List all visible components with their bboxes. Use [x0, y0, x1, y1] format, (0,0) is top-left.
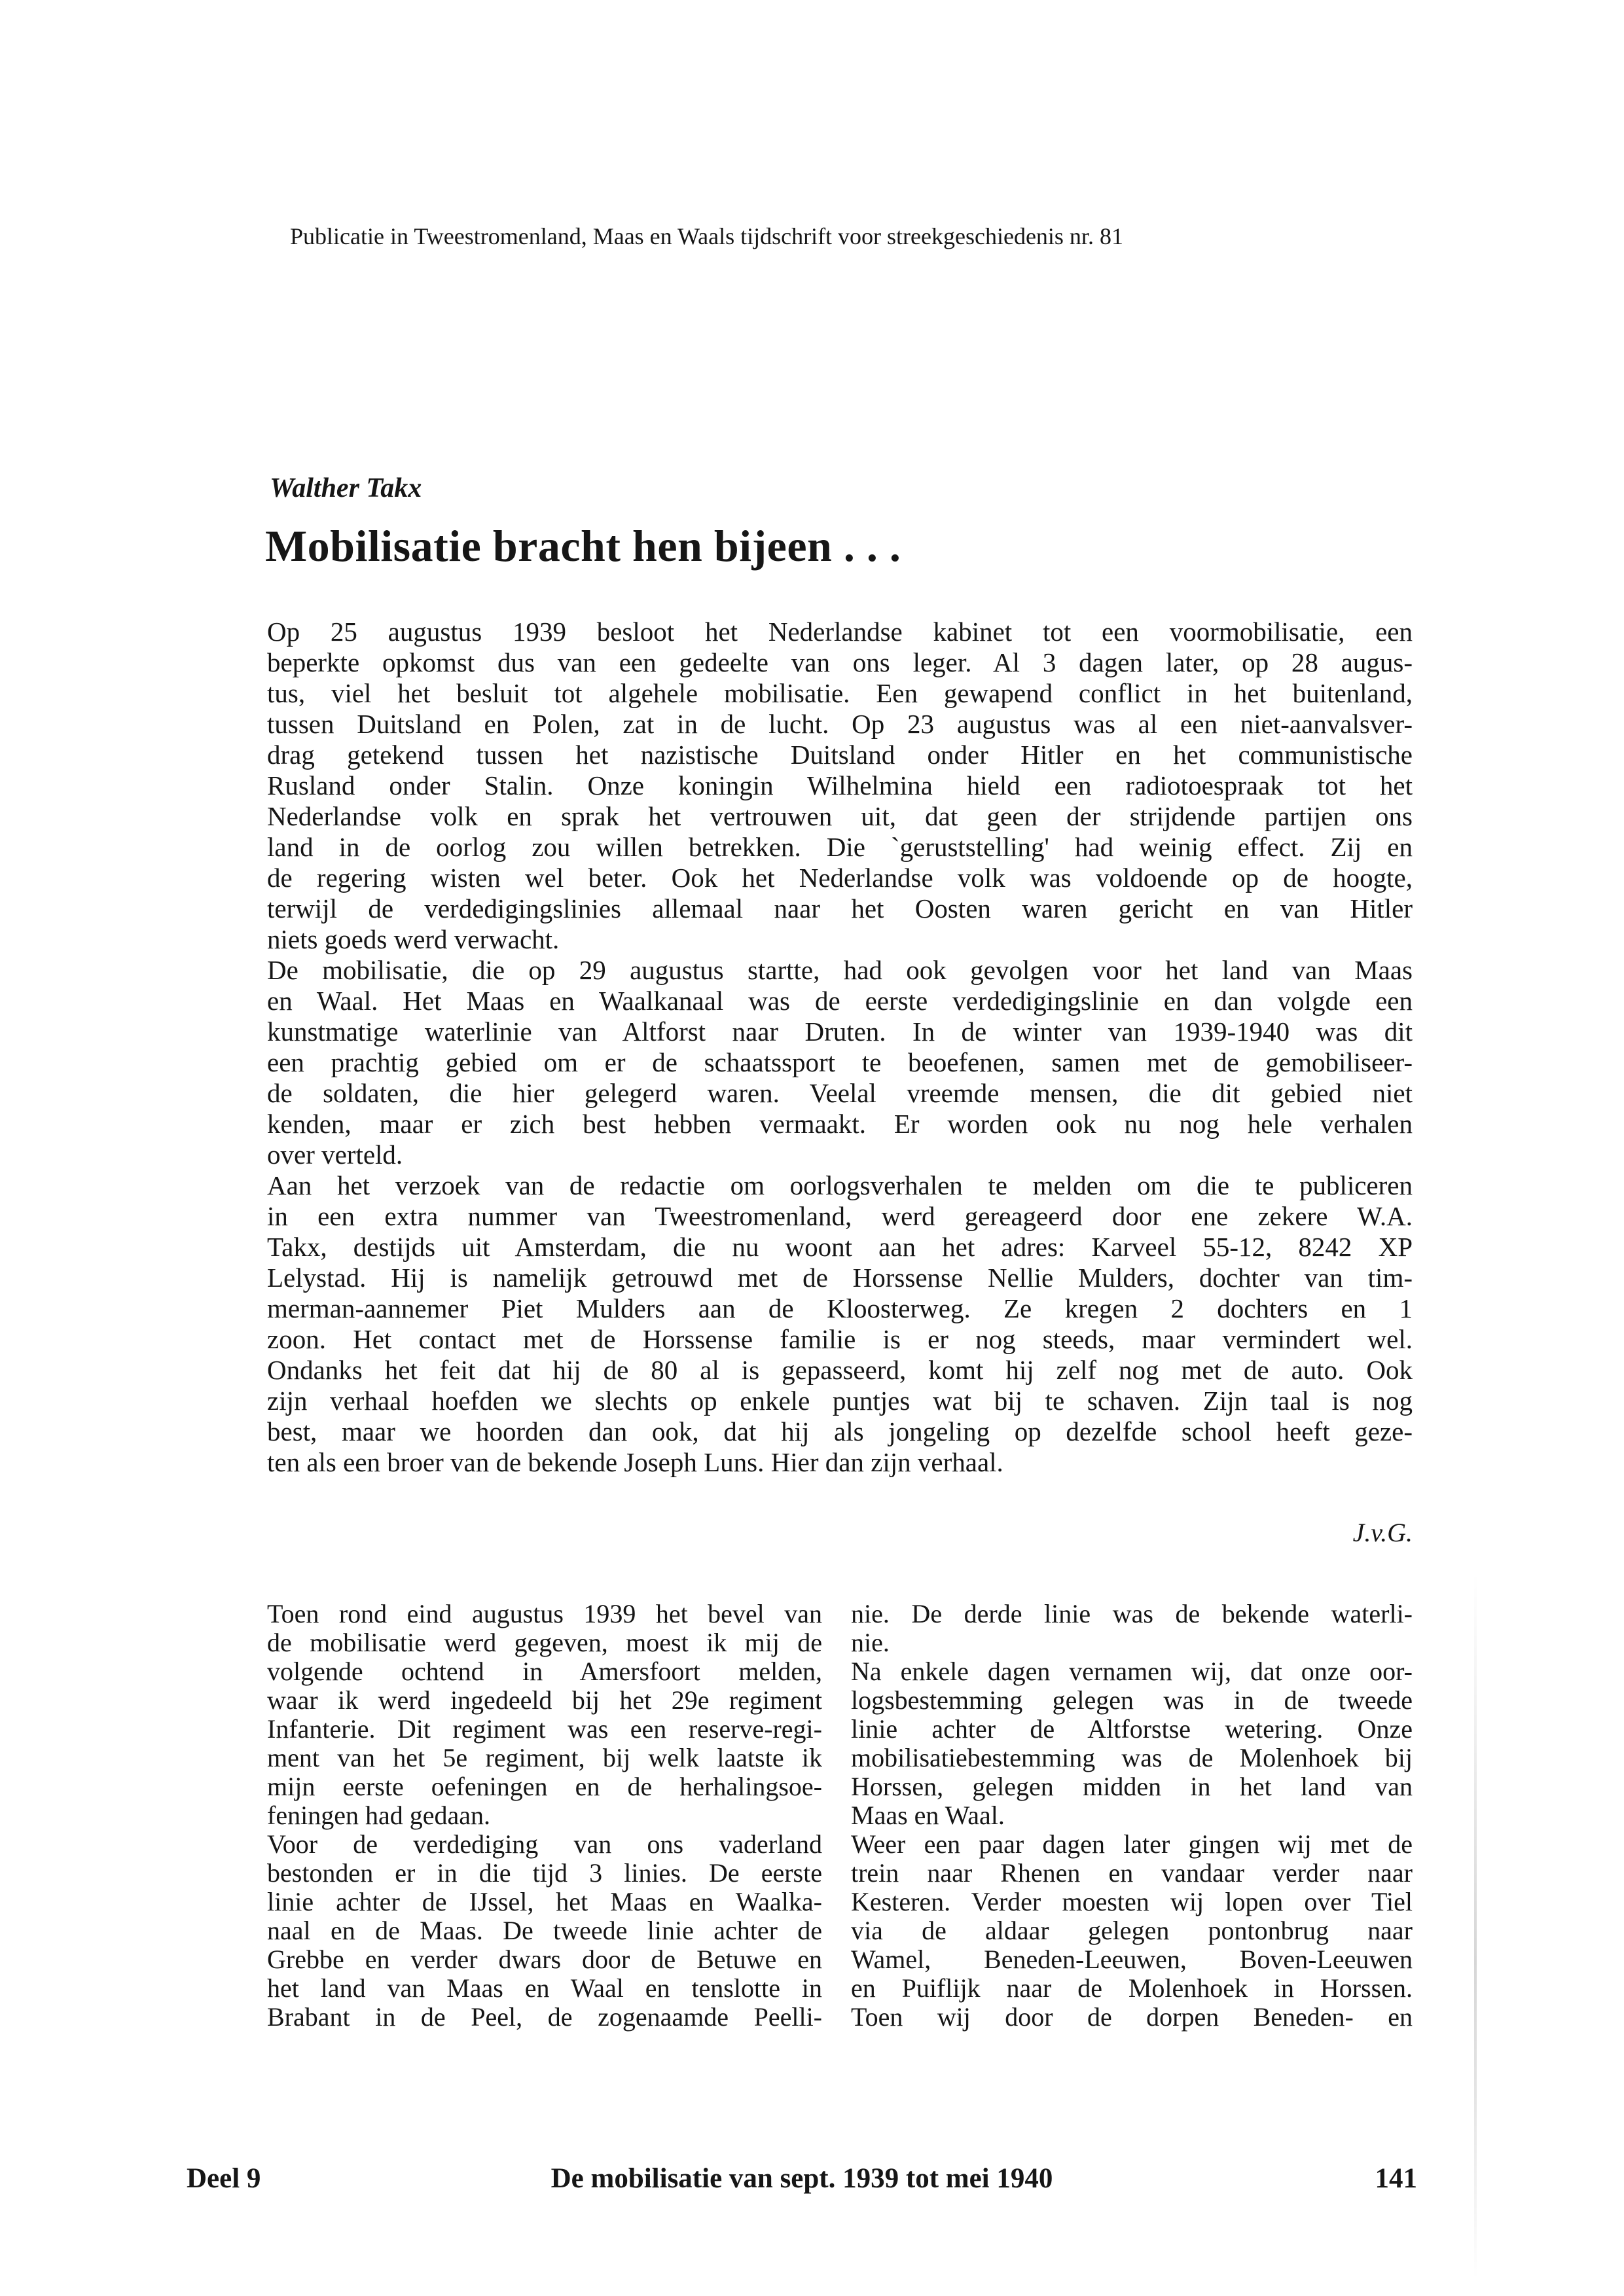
- paragraph: [851, 1600, 1413, 1657]
- text-line: zoon. Het contact met de Horssense familie is er nog steeds, maar vermindert wel.: [267, 1324, 1413, 1354]
- footer-chapter-title: De mobilisatie van sept. 1939 tot mei 1940: [550, 2163, 1053, 2194]
- column-right: [851, 1600, 1413, 2032]
- text-line: linie achter de IJssel, het Maas en Waalka-: [267, 1887, 822, 1916]
- text-line: Rusland onder Stalin. Onze koningin Wilhelmina hield een radiotoespraak tot het: [267, 770, 1413, 800]
- text-line: trein naar Rhenen en vandaar verder naar: [851, 1858, 1413, 1888]
- scan-artifact-line: [1474, 1572, 1477, 2279]
- text-line: land in de oorlog zou willen betrekken. Die `geruststelling' had weinig effect. Zij en: [267, 832, 1413, 862]
- text-line: feningen had gedaan.: [267, 1801, 490, 1830]
- text-line: zijn verhaal hoefden we slechts op enkele puntjes wat bij te schaven. Zijn taal is nog: [267, 1386, 1413, 1416]
- text-line: niets goeds werd verwacht.: [267, 924, 560, 954]
- text-line: Takx, destijds uit Amsterdam, die nu woont aan het adres: Karveel 55-12, 8242 XP: [267, 1232, 1413, 1262]
- text-line: Toen wij door de dorpen Beneden- en: [851, 2002, 1413, 2032]
- footer-page-number: 141: [1375, 2163, 1417, 2194]
- column-left: [267, 1600, 822, 2032]
- text-line: Toen rond eind augustus 1939 het bevel van: [267, 1599, 822, 1628]
- text-line: de mobilisatie werd gegeven, moest ik mij de: [267, 1628, 822, 1657]
- paragraph: [851, 1657, 1413, 1830]
- text-line: Lelystad. Hij is namelijk getrouwd met de Horssense Nellie Mulders, dochter van tim-: [267, 1263, 1413, 1293]
- text-line: Voor de verdediging van ons vaderland: [267, 1829, 822, 1859]
- text-line: een prachtig gebied om er de schaatssport te beoefenen, samen met de gemobiliseer-: [267, 1047, 1413, 1077]
- text-line: beperkte opkomst dus van een gedeelte van ons leger. Al 3 dagen later, op 28 augus-: [267, 647, 1413, 677]
- text-line: kunstmatige waterlinie van Altforst naar Druten. In de winter van 1939-1940 was dit: [267, 1016, 1413, 1047]
- text-line: Infanterie. Dit regiment was een reserve-regi-: [267, 1714, 822, 1744]
- text-line: best, maar we hoorden dan ook, dat hij als jongeling op dezelfde school heeft geze-: [267, 1416, 1413, 1446]
- paragraph: [267, 1830, 822, 2032]
- text-line: bestonden er in die tijd 3 linies. De eerste: [267, 1858, 822, 1888]
- text-line: Nederlandse volk en sprak het vertrouwen uit, dat geen der strijdende partijen ons: [267, 801, 1413, 831]
- text-line: volgende ochtend in Amersfoort melden,: [267, 1657, 822, 1686]
- text-line: tussen Duitsland en Polen, zat in de lucht. Op 23 augustus was al een niet-aanvalsver-: [267, 709, 1413, 739]
- text-line: Horssen, gelegen midden in het land van: [851, 1772, 1413, 1801]
- text-line: Na enkele dagen vernamen wij, dat onze oor-: [851, 1657, 1413, 1686]
- text-line: de soldaten, die hier gelegerd waren. Veelal vreemde mensen, die dit gebied niet: [267, 1078, 1413, 1108]
- text-line: waar ik werd ingedeeld bij het 29e regiment: [267, 1685, 822, 1715]
- text-line: nie.: [851, 1628, 890, 1657]
- text-line: linie achter de Altforstse wetering. Onze: [851, 1714, 1413, 1744]
- text-line: en Puiflijk naar de Molenhoek in Horssen.: [851, 1973, 1413, 2003]
- text-line: via de aldaar gelegen pontonbrug naar: [851, 1916, 1413, 1945]
- text-line: Aan het verzoek van de redactie om oorlogsverhalen te melden om die te publiceren: [267, 1170, 1413, 1200]
- text-line: ten als een broer van de bekende Joseph Luns. Hier dan zijn verhaal.: [267, 1447, 1003, 1477]
- text-line: over verteld.: [267, 1139, 403, 1170]
- text-line: en Waal. Het Maas en Waalkanaal was de eerste verdedigingslinie en dan volgde een: [267, 986, 1413, 1016]
- author-name: Walther Takx: [270, 473, 422, 503]
- text-line: Op 25 augustus 1939 besloot het Nederlandse kabinet tot een voormobilisatie, een: [267, 617, 1413, 647]
- text-line: drag getekend tussen het nazistische Duitsland onder Hitler en het communistische: [267, 740, 1413, 770]
- text-line: tus, viel het besluit tot algehele mobilisatie. Een gewapend conflict in het buitenland,: [267, 678, 1413, 708]
- text-line: naal en de Maas. De tweede linie achter de: [267, 1916, 822, 1945]
- paragraph: [267, 1170, 1413, 1478]
- text-line: ment van het 5e regiment, bij welk laatste ik: [267, 1743, 822, 1772]
- text-line: Maas en Waal.: [851, 1801, 1005, 1830]
- intro-text-block: [267, 617, 1413, 1478]
- paragraph: [267, 1600, 822, 1830]
- text-line: Brabant in de Peel, de zogenaamde Peelli-: [267, 2002, 822, 2032]
- text-line: logsbestemming gelegen was in de tweede: [851, 1685, 1413, 1715]
- text-line: Grebbe en verder dwars door de Betuwe en: [267, 1945, 822, 1974]
- paragraph: [851, 1830, 1413, 2032]
- text-line: in een extra nummer van Tweestromenland, werd gereageerd door ene zekere W.A.: [267, 1201, 1413, 1231]
- text-line: Wamel, Beneden-Leeuwen, Boven-Leeuwen: [851, 1945, 1413, 1974]
- text-line: het land van Maas en Waal en tenslotte in: [267, 1973, 822, 2003]
- text-line: terwijl de verdedigingslinies allemaal naar het Oosten waren gericht en van Hitler: [267, 893, 1413, 924]
- text-line: De mobilisatie, die op 29 augustus startte, had ook gevolgen voor het land van Maas: [267, 955, 1413, 985]
- text-line: nie. De derde linie was de bekende waterli-: [851, 1599, 1413, 1628]
- text-line: mijn eerste oefeningen en de herhalingsoe-: [267, 1772, 822, 1801]
- text-line: kenden, maar er zich best hebben vermaakt. Er worden ook nu nog hele verhalen: [267, 1109, 1413, 1139]
- text-line: mobilisatiebestemming was de Molenhoek bij: [851, 1743, 1413, 1772]
- text-line: Kesteren. Verder moesten wij lopen over Tiel: [851, 1887, 1413, 1916]
- text-line: Ondanks het feit dat hij de 80 al is gepasseerd, komt hij zelf nog met de auto. Ook: [267, 1355, 1413, 1385]
- text-line: de regering wisten wel beter. Ook het Nederlandse volk was voldoende op de hoogte,: [267, 863, 1413, 893]
- text-line: Weer een paar dagen later gingen wij met de: [851, 1829, 1413, 1859]
- editor-initials: J.v.G.: [1352, 1518, 1413, 1547]
- article-title: Mobilisatie bracht hen bijeen . . .: [265, 521, 901, 571]
- text-line: merman-aannemer Piet Mulders aan de Kloosterweg. Ze kregen 2 dochters en 1: [267, 1293, 1413, 1323]
- publication-header: Publicatie in Tweestromenland, Maas en Waals tijdschrift voor streekgeschiedenis nr. 81: [290, 223, 1123, 249]
- page-footer: [187, 2162, 1417, 2199]
- paragraph: [267, 617, 1413, 955]
- paragraph: [267, 955, 1413, 1170]
- footer-part-label: Deel 9: [187, 2163, 261, 2194]
